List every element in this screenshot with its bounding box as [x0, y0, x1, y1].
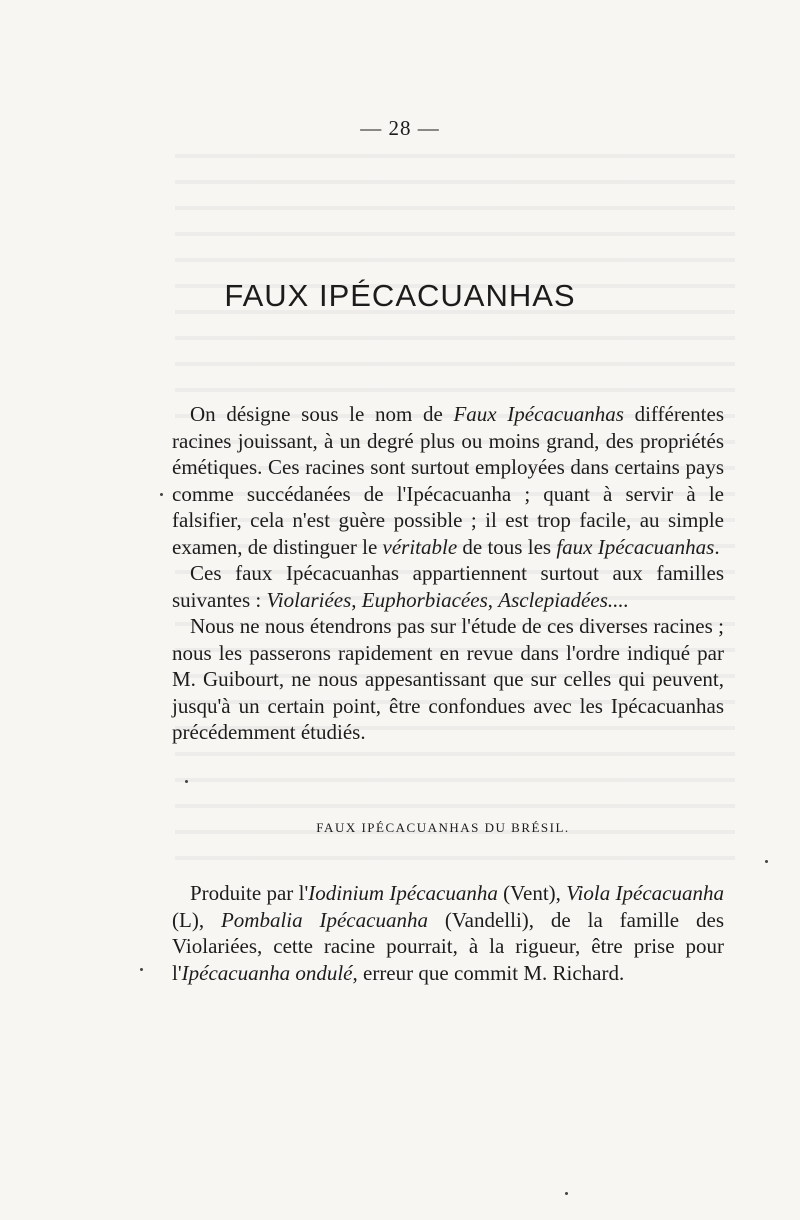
text-run: , — [487, 587, 499, 612]
text-run: Ces faux Ipécacuanhas appartiennent surtout aux familles suivantes : — [172, 561, 724, 612]
text-run: On désigne sous le nom de — [190, 402, 454, 426]
italic-term: Ipécacuanha ondulé — [181, 960, 353, 985]
italic-term: Faux Ipécacuanhas — [453, 402, 624, 426]
italic-term: véritable — [382, 534, 458, 559]
text-run: différentes racines jouissant, à un degré plus ou moins grand, des propriétés émétiques. Ces racines sont surtout employées dans certains pays comme succédanées de l'Ipécacuanha ; quant à servir à le falsifier, cela n'est guère possible ; il est trop facile, au simple examen, de distinguer le — [172, 402, 724, 559]
section-heading: FAUX IPÉCACUANHAS DU BRÉSIL. — [316, 820, 570, 835]
text-run: (L), — [172, 907, 221, 932]
speck — [565, 1192, 568, 1195]
italic-term: Iodinium Ipécacuanha — [308, 881, 498, 905]
text-run: de tous les — [457, 534, 557, 559]
speck — [140, 968, 143, 971]
text-run: (Vent), — [497, 881, 567, 905]
speck — [160, 493, 163, 496]
page-title: FAUX IPÉCACUANHAS — [224, 278, 576, 313]
intro-text — [172, 401, 724, 746]
text-run: Produite par l' — [190, 881, 309, 905]
text-run: (Vandelli), de la famille des Violariées, cette racine pourrait, à la rigueur, être prise pour l' — [172, 907, 724, 985]
text-run: . — [714, 534, 720, 559]
italic-term: Euphorbiacées — [361, 587, 488, 612]
page-number: — 28 — — [360, 116, 440, 140]
italic-term: Viola Ipécacuanha — [566, 881, 724, 905]
italic-term: Pombalia Ipécacuanha — [220, 907, 428, 932]
italic-term: Asclepiadées.... — [498, 587, 629, 612]
section-text — [172, 880, 724, 986]
text-run: , — [351, 587, 362, 612]
speck — [765, 860, 768, 863]
paragraph-definition — [172, 401, 724, 560]
speck — [185, 780, 188, 783]
italic-term: faux Ipécacuanhas — [556, 534, 715, 559]
text-run: , erreur que commit M. Richard. — [352, 960, 625, 985]
paragraph-violariees — [172, 880, 724, 986]
paragraph-method: Nous ne nous étendrons pas sur l'étude de ces diverses racines ; nous les passerons rapidement en revue dans l'ordre indiqué par M. Guibourt, ne nous appesantissant que sur celles qui peuvent, jusqu'à un certain point, être confondues avec les Ipécacuanhas précédemment étudiés. — [172, 614, 724, 744]
paragraph-families — [172, 560, 724, 613]
italic-term: Violariées — [266, 587, 352, 612]
